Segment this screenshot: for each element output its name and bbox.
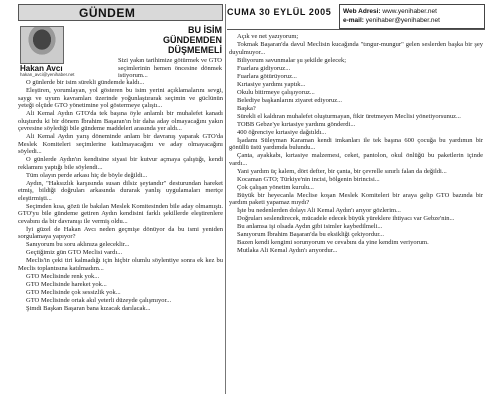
paragraph: Sürekli el kaldıran muhalefet oluşturmayan, fikir üretmeyen Meclisi yönetiyorsunuz... — [237, 112, 461, 120]
author-photo — [20, 26, 64, 64]
email-value[interactable]: yenihaber@yenihaber.net — [365, 17, 440, 24]
issue-date: CUMA 30 EYLÜL 2005 — [227, 7, 332, 17]
paragraph: Belediye başkanlarını ziyaret ediyoruz... — [237, 96, 343, 104]
column-headline — [122, 25, 222, 55]
paragraph: Aydın, "Haksızlık karşısında susan dilsiz şeytandır" desturundan hareket etmiş, bildiği doğruları arkasında durarak yanlış uygulamaları mertçe eleştirmişti... — [18, 179, 223, 202]
paragraph: Geçtiğimiz gün GTO Meclisi vardı... — [26, 249, 123, 256]
paragraph: Tüm olayın perde arkası hiç de böyle değildi... — [26, 171, 148, 179]
paragraph: İyi güzel de Hakan Avcı neden geçmişe dönüyor da bu ismi yeniden sorgulamaya yapıyor? — [18, 225, 223, 240]
paragraph: Çok çalışan yönetim kurulu... — [237, 183, 314, 191]
headline-line: GÜNDEMDEN — [162, 35, 222, 45]
web-address-value[interactable]: www.yenihaber.net — [382, 8, 437, 15]
contact-box — [339, 4, 485, 29]
paragraph: TOBB Gebze'ye kırtasiye yardımı gönderdi... — [237, 120, 356, 128]
paragraph: Kocaman GTO; Türkiye'nin incisi, bölgenin birincisi... — [237, 175, 380, 183]
paragraph: Açık ve net yazıyorum; — [237, 33, 299, 40]
paragraph: Ali Kemal Aydın yarış döneminde anlam bir davranış yaparak GTO'da Meslek Komiteleri seçimlerine katılmayacağını ve aday olmayacağını söyledi... — [18, 133, 223, 155]
paragraph: Ali Kemal Aydın GTO'da tek başına öyle anlamlı bir muhalefet kanadı oluşturdu ki bir dönem İbrahim Başaran'ın bir daha aday olmayacağını yakın çevresine söylediği bile gündeme maddeleri arasında yer aldı... — [18, 110, 223, 132]
paragraph: Çanta, ayakkabı, kırtasiye malzemesi, ceket, pantolon, okul önlüğü bu paketlerin içinde vardı... — [229, 152, 483, 167]
paragraph: İşadamı Süleyman Karaman kendi imkanları ile tek başına 600 çocuğa bu yardımın bir gönüllü üstü yardımda bulundu... — [229, 136, 483, 151]
paragraph: Bazen kendi kengimi sorunyorum ve cevabını da yine kendim veriyorum. — [237, 239, 429, 246]
email-line — [343, 16, 481, 25]
paragraph: GTO Meclisinde hareket yok... — [26, 280, 107, 288]
section-banner — [18, 4, 223, 21]
paragraph: Eleştiren, yorumlayan, yol gösteren bu isim yerini açıklamalarını sevgi, saygı ve uyum kavramları üzerinde yoğunlaştırarak seçimin ve güclünün yeteği olçüde GTO yönetimine yol göstermeye çalıştı... — [18, 87, 223, 109]
paragraph: Fuarlara gidiyoruz... — [237, 64, 291, 72]
paragraph: Kırtasiye yardımı yaptık... — [237, 80, 306, 88]
web-address-line — [343, 7, 481, 16]
paragraph: GTO Meclisinde ortak akıl yeterli düzeyde çalışmıyor... — [26, 296, 172, 304]
paragraph: İşte bu nedenlerden dolayı Ali Kemal Aydın'ı arıyor gözlerim... — [237, 207, 401, 214]
paragraph: O günlerde Aydın'ın kendisine siyasi bir kutvur açmaya çalıştığı, kendi reklamını yaptığı bile söylendi... — [18, 156, 223, 171]
paragraph: Tokmak Başaran'da davul Meclisin kucağında "tıngur-mungur" gelen seslerden başka bir şey duyulmuyor... — [229, 41, 483, 56]
paragraph: Şimdi Başkan Başaran bana kızacak darılacak... — [26, 304, 151, 312]
paragraph: Meclis'in çeki tiri kalmadığı için hiçbir olumlu söylentiye sonra ek kez bu Meclis toplantısına katılmadım... — [18, 257, 223, 272]
paragraph: Seçimden kısa, gözü ile bakılan Meslek Komitesinden bile aday olmamıştı. GTO'yu bile gündeme getiren Aydın kendisini farklı şekillerde eleştirenlere cevabını da bir davranışı ile vermiş oldu... — [18, 202, 223, 225]
intro-text: Sizi yakın tarihimize götürmek ve GTO seçimlerinin hemen öncesine dönmek istiyorum... — [118, 57, 222, 79]
web-address-label: Web Adresi: — [343, 8, 381, 15]
paragraph: Büyük bir heyecanla Meclise koşan Meslek Komiteleri bir araya gelip GTO bazında bir yardım paketi yapamaz mıydı? — [229, 191, 483, 206]
paragraph: O günlerde bir isim sürekli gündemde kaldı... — [26, 79, 145, 86]
paragraph: Başka? — [237, 104, 256, 112]
right-header — [227, 4, 485, 30]
paragraph: Sanıyorum bu soru aklınıza geleceklir... — [26, 241, 130, 248]
section-title: GÜNDEM — [79, 6, 136, 20]
email-label: e-mail: — [343, 17, 364, 24]
paragraph: Biliyorum savunmalar şu şekilde gelecek; — [237, 56, 347, 64]
paragraph: 400 öğrenciye kırtasiye dağıtıldı... — [237, 128, 327, 136]
headline-line: DÜŞMEMELİ — [168, 45, 222, 55]
left-column — [18, 79, 223, 313]
paragraph: GTO Meclisinde renk yok... — [26, 272, 100, 280]
paragraph: GTO Meclisinde çok sessizlik yok... — [26, 288, 121, 296]
paragraph: Doğruları seslendirecek, mücadele edecek büyük yüreklere ihtiyacı var Gebze'nin... — [237, 215, 455, 222]
headline-line: BU İSİM — [187, 25, 222, 35]
paragraph: Sanıyorum İbrahim Başaran'da bu eksikliği çekiyordur... — [237, 231, 385, 238]
paragraph: Yani yardım üç kalem, dört defter, bir çanta, bir çevrelle sınırlı falan da değildi... — [237, 167, 447, 175]
paragraph: Mutlaka Ali Kemal Aydın'ı arıyordur... — [237, 247, 338, 254]
paragraph: Bu anlamsa işi olsada Aydın gibi isimler kaybedilmeli... — [237, 223, 383, 230]
right-column — [229, 33, 483, 255]
paragraph: Okulu bitirmeye çalışıyoruz... — [237, 88, 315, 96]
paragraph: Fuarlara götürüyoruz... — [237, 72, 297, 80]
author-name: Hakan Avcı — [20, 64, 63, 73]
column-divider — [225, 4, 226, 394]
author-email: hakan_avci@yenihaber.net — [20, 72, 75, 77]
